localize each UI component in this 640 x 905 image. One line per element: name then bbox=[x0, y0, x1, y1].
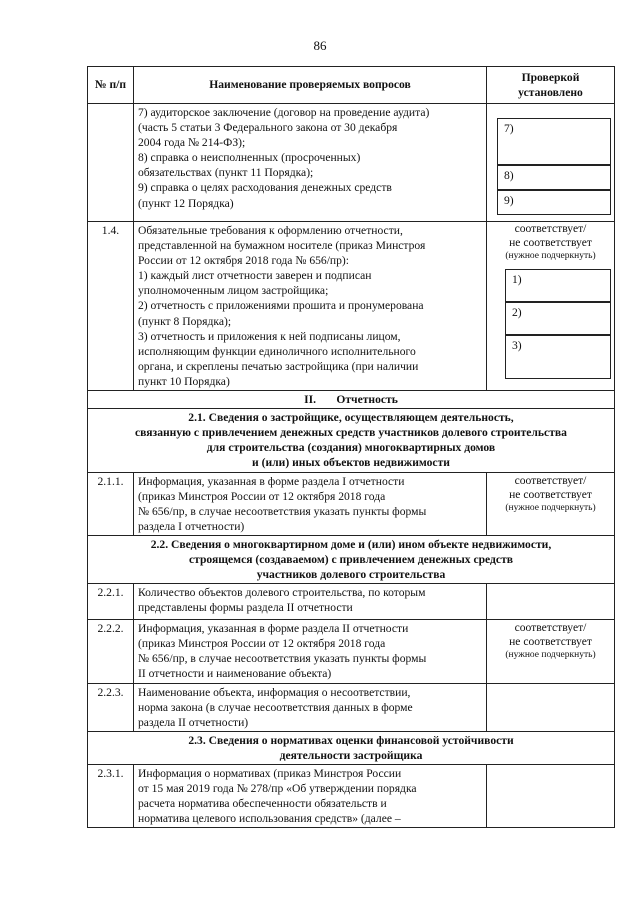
table-row bbox=[88, 765, 615, 828]
row-num: 2.1.1. bbox=[88, 472, 134, 535]
table-row bbox=[88, 683, 615, 731]
section-row bbox=[88, 391, 615, 409]
answer-box[interactable]: 7) bbox=[497, 118, 611, 165]
text-line: (приказ Минстроя России от 12 октября 2018 года bbox=[138, 637, 386, 651]
answer-box[interactable]: 2) bbox=[505, 302, 611, 335]
result-note: (нужное подчеркнуть) bbox=[505, 502, 596, 513]
text-line: (пункт 12 Порядка) bbox=[138, 196, 234, 210]
text-line: Обязательные требования к оформлению отчетности, bbox=[138, 224, 403, 237]
text-line: норматива целевого использования средств» (далее – bbox=[138, 812, 401, 826]
text-line: России от 12 октября 2018 года № 656/пр): bbox=[138, 254, 350, 268]
row-question bbox=[134, 222, 487, 391]
result-option: не соответствует bbox=[509, 487, 592, 501]
answer-box[interactable]: 8) bbox=[497, 165, 611, 190]
row-num: 2.2.1. bbox=[88, 584, 134, 620]
subsection-row bbox=[88, 731, 615, 764]
text-line: Информация о нормативах (приказ Минстроя России bbox=[138, 767, 402, 780]
table-row bbox=[88, 620, 615, 683]
answer-box[interactable]: 9) bbox=[497, 190, 611, 215]
text-line: пункт 10 Порядка) bbox=[138, 374, 230, 388]
text-line: расчета норматива обеспеченности обязательств и bbox=[138, 797, 387, 811]
table-row bbox=[88, 472, 615, 535]
text-line: раздела I отчетности) bbox=[138, 519, 245, 533]
row-num: 2.2.2. bbox=[88, 620, 134, 683]
text-line: норма закона (в случае несоответствия данных в форме bbox=[138, 700, 413, 714]
header-result: Проверкой установлено bbox=[487, 67, 615, 104]
header-question: Наименование проверяемых вопросов bbox=[134, 67, 487, 104]
table-row bbox=[88, 222, 615, 391]
text-line: 2) отчетность с приложениями прошита и пронумерована bbox=[138, 299, 424, 313]
row-question bbox=[134, 765, 487, 828]
table-row bbox=[88, 104, 615, 222]
row-result bbox=[487, 104, 615, 222]
row-question bbox=[134, 472, 487, 535]
section-name: Отчетность bbox=[336, 393, 398, 407]
result-option: соответствует/ bbox=[514, 621, 587, 635]
text-line: Наименование объекта, информация о несоответствии, bbox=[138, 685, 411, 699]
text-line: строящемся (создаваемом) с привлечением денежных средств bbox=[188, 552, 514, 566]
text-line: (приказ Минстроя России от 12 октября 2018 года bbox=[138, 489, 386, 503]
text-line: 1) каждый лист отчетности заверен и подписан bbox=[138, 269, 372, 283]
text-line: представленной на бумажном носителе (приказ Минстроя bbox=[138, 239, 426, 253]
text-line: 8) справка о неисполненных (просроченных) bbox=[138, 151, 361, 165]
text-line: исполняющим функции единоличного исполнительного bbox=[138, 344, 416, 358]
text-line: связанную с привлечением денежных средств участников долевого строительства bbox=[135, 426, 567, 440]
result-option: соответствует/ bbox=[514, 473, 587, 487]
text-line: 9) справка о целях расходования денежных средств bbox=[138, 181, 392, 195]
text-line: Информация, указанная в форме раздела I отчетности bbox=[138, 474, 405, 488]
result-option: не соответствует bbox=[509, 236, 592, 249]
text-line: раздела II отчетности) bbox=[138, 715, 249, 729]
subsection-row bbox=[88, 535, 615, 583]
row-question bbox=[134, 584, 487, 620]
text-line: 2.2. Сведения о многоквартирном доме и (или) ином объекте недвижимости, bbox=[150, 537, 552, 551]
subsection-title bbox=[88, 535, 615, 583]
answer-box[interactable]: 3) bbox=[505, 335, 611, 379]
text-line: № 656/пр, в случае несоответствия указать пункты формы bbox=[138, 504, 427, 518]
inspection-table bbox=[87, 66, 615, 828]
subsection-title bbox=[88, 409, 615, 472]
text-line: и (или) иных объектов недвижимости bbox=[252, 456, 450, 470]
text-line: участников долевого строительства bbox=[256, 568, 446, 582]
text-line: деятельности застройщика bbox=[279, 748, 423, 762]
row-result bbox=[487, 222, 615, 391]
result-option: не соответствует bbox=[509, 635, 592, 649]
text-line: Количество объектов долевого строительства, по которым bbox=[138, 586, 426, 600]
page-number: 86 bbox=[313, 38, 327, 53]
answer-box[interactable]: 1) bbox=[505, 269, 611, 302]
row-result[interactable] bbox=[487, 765, 615, 828]
row-result bbox=[487, 620, 615, 683]
text-line: II отчетности и наименование объекта) bbox=[138, 667, 332, 681]
text-line: (часть 5 статьи 3 Федерального закона от 30 декабря bbox=[138, 121, 398, 135]
row-question bbox=[134, 104, 487, 222]
row-result bbox=[487, 472, 615, 535]
text-line: Информация, указанная в форме раздела II отчетности bbox=[138, 622, 409, 636]
section-title bbox=[88, 391, 615, 409]
text-line: представлены формы раздела II отчетности bbox=[138, 601, 353, 615]
row-num: 2.3.1. bbox=[88, 765, 134, 828]
row-num: 2.2.3. bbox=[88, 683, 134, 731]
text-line: 2.1. Сведения о застройщике, осуществляющем деятельность, bbox=[188, 411, 514, 425]
header-num: № п/п bbox=[88, 67, 134, 104]
text-line: обязательствах (пункт 11 Порядка); bbox=[138, 166, 314, 180]
subsection-row bbox=[88, 409, 615, 472]
result-note: (нужное подчеркнуть) bbox=[505, 251, 596, 261]
result-note: (нужное подчеркнуть) bbox=[505, 650, 596, 661]
text-line: от 15 мая 2019 года № 278/пр «Об утверждении порядка bbox=[138, 782, 417, 796]
subsection-title bbox=[88, 731, 615, 764]
text-line: органа, и скреплены печатью застройщика (при наличии bbox=[138, 359, 419, 373]
table-header-row bbox=[88, 67, 615, 104]
row-result[interactable] bbox=[487, 683, 615, 731]
table-row bbox=[88, 584, 615, 620]
text-line: № 656/пр, в случае несоответствия указать пункты формы bbox=[138, 652, 427, 666]
text-line: 7) аудиторское заключение (договор на проведение аудита) bbox=[138, 106, 430, 119]
row-num: 1.4. bbox=[88, 222, 134, 391]
result-option: соответствует/ bbox=[514, 222, 587, 235]
row-question bbox=[134, 620, 487, 683]
row-question bbox=[134, 683, 487, 731]
text-line: 2004 года № 214-ФЗ); bbox=[138, 136, 246, 150]
text-line: уполномоченным лицом застройщика; bbox=[138, 284, 329, 298]
text-line: для строительства (создания) многоквартирных домов bbox=[206, 441, 496, 455]
section-roman: II. bbox=[304, 393, 317, 407]
row-num bbox=[88, 104, 134, 222]
text-line: (пункт 8 Порядка); bbox=[138, 314, 232, 328]
text-line: 2.3. Сведения о нормативах оценки финансовой устойчивости bbox=[188, 733, 514, 747]
text-line: 3) отчетность и приложения к ней подписаны лицом, bbox=[138, 329, 401, 343]
row-result[interactable] bbox=[487, 584, 615, 620]
